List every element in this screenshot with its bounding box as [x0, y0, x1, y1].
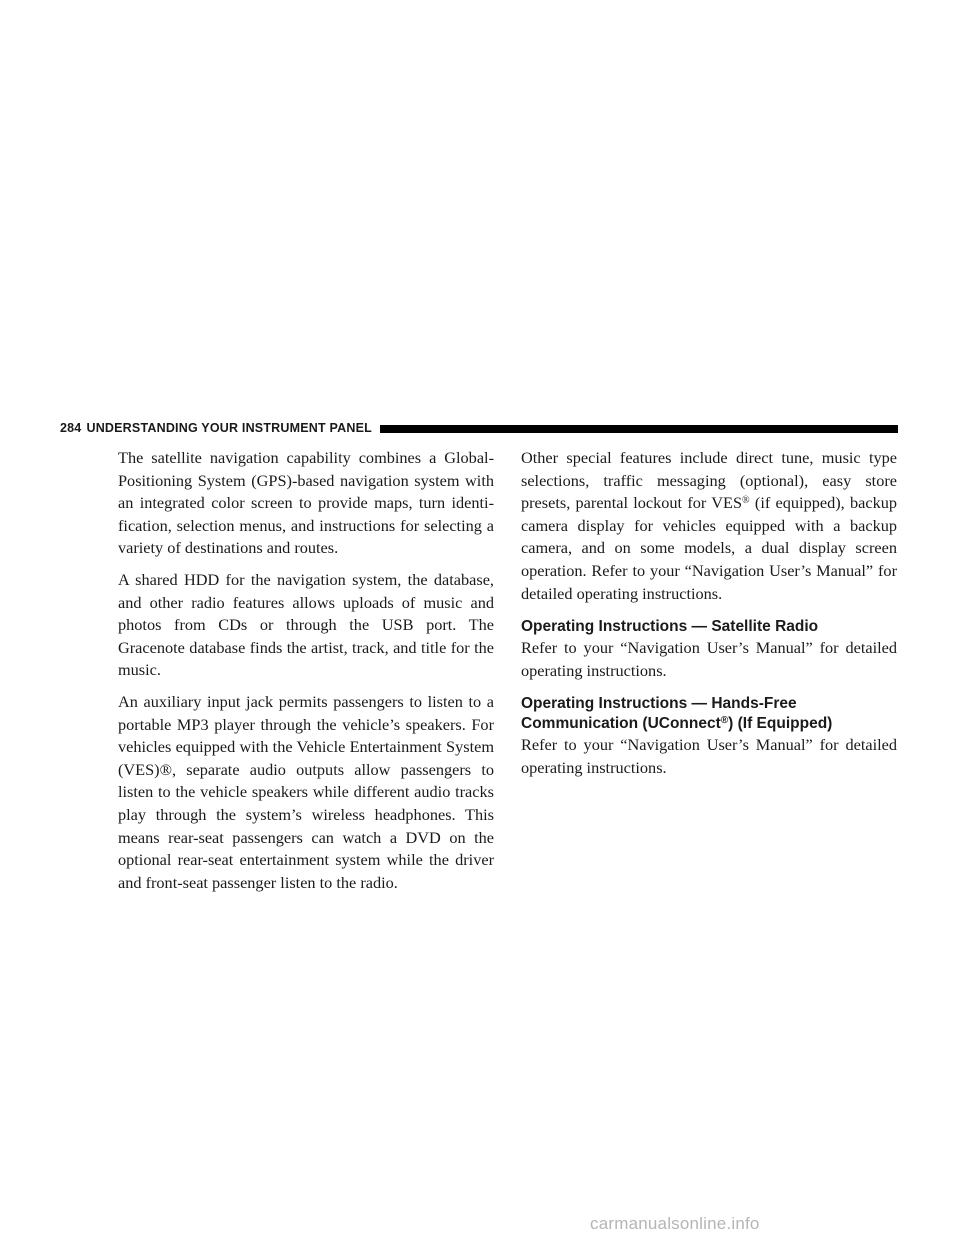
- watermark: carmanualsonline.info: [590, 1214, 760, 1233]
- heading-hands-free-line2b: ) (If Equipped): [728, 715, 833, 733]
- left-column: [118, 447, 494, 903]
- special-features-text-2: (if equipped), backup camera display for vehicles equipped with a backup camera, and on some models, a dual display screen operation. Refer to your “Navigation User’s Manual” for detailed operating instructions.: [521, 493, 897, 603]
- heading-hands-free: [521, 694, 897, 734]
- paragraph-hands-free: Refer to your “Navigation User’s Manual” for detailed operating instructions.: [521, 735, 897, 777]
- header-rule: [380, 425, 898, 433]
- right-column: [521, 447, 897, 789]
- page-number: 284: [60, 421, 82, 435]
- registered-mark: ®: [742, 495, 750, 507]
- special-features-text-1: Other special features include direct tune, music type selections, traffic messaging (optional), easy store presets, parental lockout for VES: [521, 448, 897, 513]
- heading-hands-free-line1: Operating Instructions — Hands-Free: [521, 695, 797, 713]
- page-header: [60, 417, 898, 439]
- trademark-mark: ®: [720, 715, 729, 727]
- paragraph-hdd: A shared HDD for the navigation system, the database, and other radio features allows uploads of music and photos from CDs or through the USB port. The Gracenote database finds the artist, track, and title for the music.: [118, 569, 494, 680]
- paragraph-navigation: The satellite navigation capability combines a Global-Positioning System (GPS)-based navigation system with an integrated color screen to provide maps, turn identi-fication, selection menus, and instructions for selecting a variety of destinations and routes.: [118, 448, 494, 558]
- heading-satellite-radio: Operating Instructions — Satellite Radio: [521, 618, 819, 636]
- paragraph-satellite-radio: Refer to your “Navigation User’s Manual” for detailed operating instructions.: [521, 638, 897, 680]
- heading-hands-free-line2a: Communication (UConnect: [521, 715, 721, 733]
- paragraph-special-features: [521, 447, 897, 605]
- section-title: UNDERSTANDING YOUR INSTRUMENT PANEL: [86, 421, 372, 435]
- paragraph-auxiliary: An auxiliary input jack permits passengers to listen to a portable MP3 player through the vehicle’s speakers. For vehicles equipped with the Vehicle Entertainment System (VES)®, separate audio outputs allow passengers to listen to the vehicle speakers while different audio tracks play through the system’s wireless headphones. This means rear-seat passengers can watch a DVD on the optional rear-seat entertainment system while the driver and front-seat passenger listen to the radio.: [118, 691, 494, 892]
